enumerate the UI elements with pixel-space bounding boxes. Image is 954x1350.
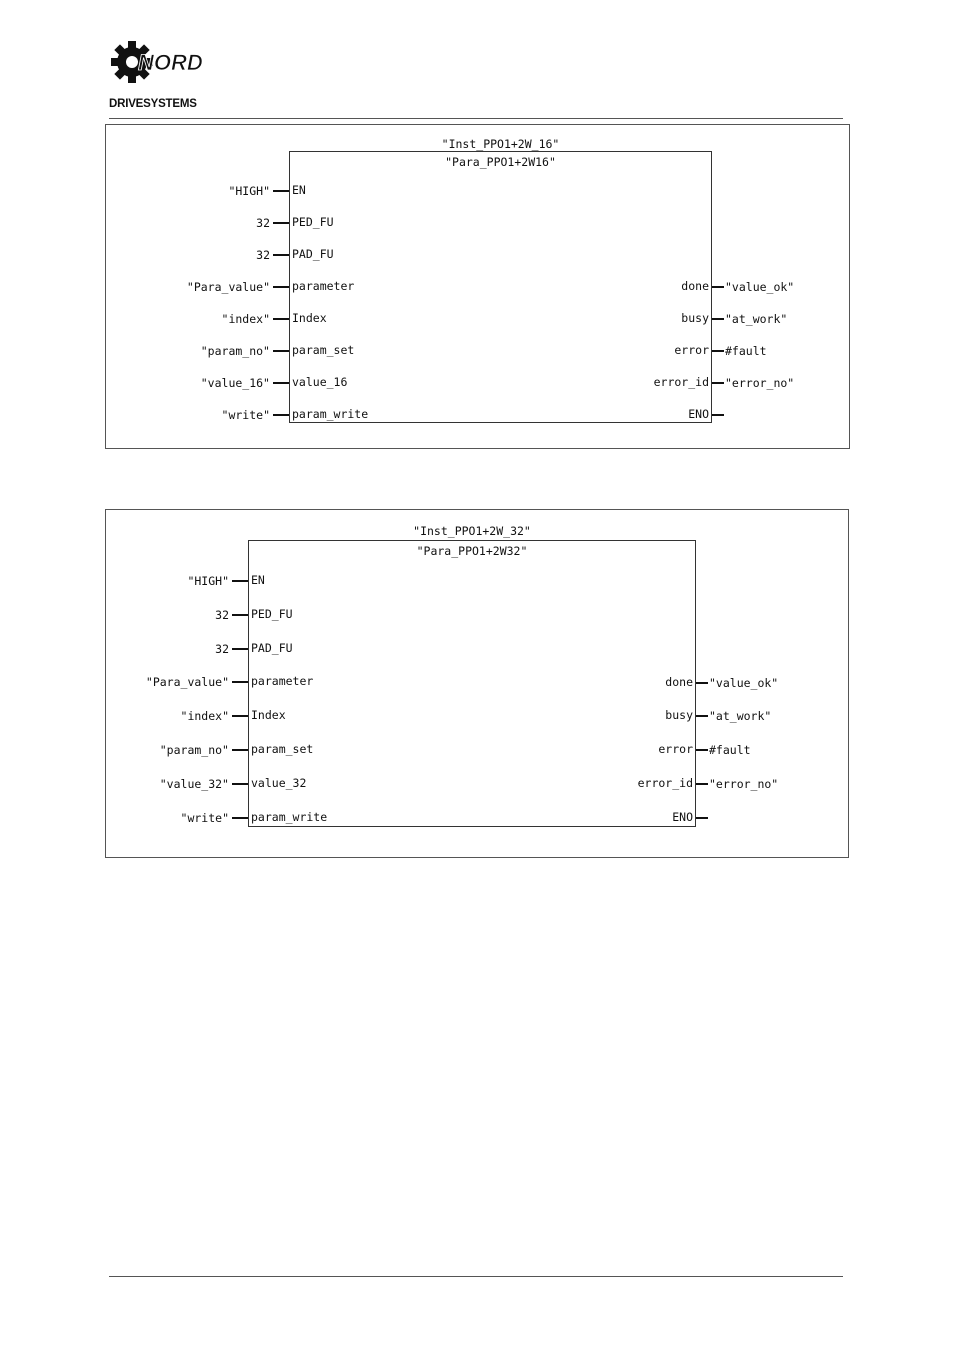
input-arg: "index" (221, 312, 270, 326)
output-pin-eno: ENO (672, 809, 693, 824)
input-pin-param-set: param_set (251, 742, 314, 756)
nord-logo (108, 36, 208, 112)
input-pin-en: EN (292, 183, 306, 197)
input-arg: "param_no" (159, 743, 229, 757)
logo-subtitle: DRIVESYSTEMS (109, 98, 197, 110)
input-wire (273, 222, 289, 224)
output-pin-error: error (658, 742, 693, 757)
output-pin-busy: busy (681, 311, 709, 325)
input-arg: "Para_value" (145, 675, 229, 690)
input-pin-param-write: param_write (251, 809, 328, 824)
output-wire (712, 414, 724, 416)
input-arg: 32 (256, 248, 270, 262)
input-wire (232, 817, 248, 819)
input-arg: "param_no" (200, 344, 270, 358)
instance-name: "Inst_PPO1+2W_32" (413, 524, 531, 538)
output-wire (696, 749, 708, 751)
output-arg: "error_no" (709, 776, 779, 791)
input-arg: "HIGH" (228, 184, 270, 198)
input-pin-param-write: param_write (292, 407, 369, 421)
block-name: "Para_PPO1+2W16" (445, 155, 556, 169)
output-wire (712, 350, 724, 352)
input-wire (232, 648, 248, 650)
input-wire (273, 414, 289, 416)
output-pin-done: done (665, 674, 693, 689)
output-arg: "value_ok" (709, 675, 779, 690)
function-block (248, 540, 696, 827)
input-arg: "value_16" (200, 376, 270, 390)
input-pin-parameter: parameter (251, 674, 314, 689)
input-arg: "write" (221, 408, 270, 422)
output-arg: #fault (709, 743, 751, 758)
output-arg: "at_work" (709, 709, 772, 724)
output-pin-busy: busy (665, 708, 693, 723)
input-pin-pad-fu: PAD_FU (292, 247, 334, 261)
output-wire (712, 286, 724, 288)
output-pin-error-id: error_id (653, 375, 709, 389)
input-pin-pad-fu: PAD_FU (251, 640, 293, 655)
input-wire (232, 715, 248, 717)
output-wire (712, 382, 724, 384)
header-rule (109, 118, 843, 119)
input-arg: 32 (215, 607, 229, 622)
input-wire (232, 681, 248, 683)
input-arg: "value_32" (159, 776, 229, 791)
input-arg: "index" (180, 709, 229, 724)
block-name: "Para_PPO1+2W32" (416, 544, 528, 558)
input-arg: "HIGH" (187, 574, 229, 588)
output-pin-error: error (674, 343, 709, 357)
footer-rule (109, 1276, 843, 1277)
instance-name: "Inst_PPO1+2W_16" (441, 137, 560, 151)
function-block-diagram-16 (105, 124, 850, 449)
output-wire (696, 783, 708, 785)
output-pin-done: done (681, 279, 709, 293)
function-block-diagram-32 (105, 509, 849, 858)
input-arg: "write" (180, 810, 229, 825)
input-arg: 32 (256, 216, 270, 230)
output-arg: "at_work" (725, 312, 788, 326)
input-wire (273, 190, 289, 192)
input-pin-param-set: param_set (292, 343, 355, 357)
logo-word: NORD (138, 50, 203, 75)
gear-icon (108, 36, 208, 112)
input-pin-index: Index (251, 708, 286, 723)
input-wire (232, 580, 248, 582)
output-wire (696, 715, 708, 717)
input-wire (232, 749, 248, 751)
input-pin-value-32: value_32 (251, 775, 307, 790)
output-pin-error-id: error_id (637, 775, 693, 790)
input-pin-ped-fu: PED_FU (251, 606, 293, 621)
input-wire (232, 783, 248, 785)
input-wire (273, 350, 289, 352)
input-wire (273, 318, 289, 320)
input-pin-value-16: value_16 (292, 375, 348, 389)
output-arg: #fault (725, 344, 767, 358)
input-wire (273, 382, 289, 384)
output-pin-eno: ENO (688, 407, 709, 421)
input-pin-en: EN (251, 573, 265, 587)
output-arg: "value_ok" (725, 280, 795, 294)
output-wire (712, 318, 724, 320)
input-wire (232, 614, 248, 616)
input-pin-ped-fu: PED_FU (292, 215, 334, 229)
input-wire (273, 254, 289, 256)
output-arg: "error_no" (725, 376, 795, 390)
output-wire (696, 817, 708, 819)
input-arg: 32 (215, 641, 229, 656)
input-arg: "Para_value" (186, 280, 270, 294)
input-pin-index: Index (292, 311, 327, 325)
input-pin-parameter: parameter (292, 279, 355, 293)
output-wire (696, 682, 708, 684)
input-wire (273, 286, 289, 288)
